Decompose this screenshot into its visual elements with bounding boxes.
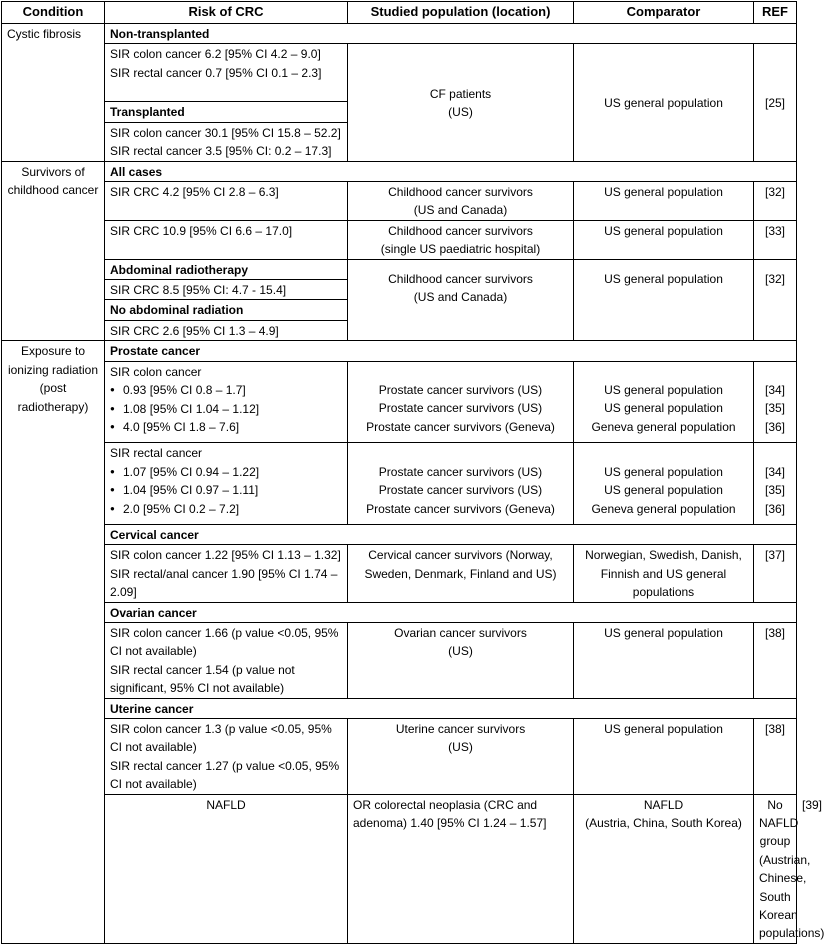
table-row <box>2 698 797 718</box>
population-line: Childhood cancer survivors <box>388 185 533 200</box>
population-line: NAFLD <box>643 797 684 812</box>
risk-line: SIR rectal cancer 1.27 (p value <0.05, 95% CI not available) <box>110 758 340 792</box>
risk-line: SIR colon cancer 1.22 [95% CI 1.13 – 1.32] <box>110 548 341 563</box>
comparator-line: US general population <box>604 464 723 479</box>
comparator-line: US general population <box>604 383 723 398</box>
risk-cell <box>105 443 348 525</box>
header-ref: REF <box>754 2 797 24</box>
condition-cell: NAFLD <box>105 794 348 943</box>
risk-cell <box>105 545 348 602</box>
risk-line: SIR rectal cancer 3.5 [95% CI: 0.2 – 17.3] <box>110 144 332 159</box>
ref-cell: [37] <box>754 545 797 602</box>
population-line: (US and Canada) <box>413 203 508 218</box>
comparator-cell: No NAFLD group (Austrian, Chinese, South Korean populations) <box>754 794 797 943</box>
risk-cell <box>105 44 348 102</box>
risk-line: SIR rectal/anal cancer 1.90 [95% CI 1.74 –2.09] <box>110 566 338 600</box>
population-line: (US) <box>448 105 473 120</box>
risk-line: SIR colon cancer 30.1 [95% CI 15.8 – 52.2] <box>110 125 341 140</box>
comparator-line: US general population <box>604 401 723 416</box>
comparator-cell: US general population <box>574 220 754 259</box>
condition-cell: Survivors of childhood cancer <box>2 161 105 341</box>
population-cell <box>348 44 574 161</box>
risk-cell: SIR CRC 8.5 [95% CI: 4.7 - 15.4] <box>105 280 348 300</box>
comparator-cell: Norwegian, Swedish, Danish, Finnish and US general populations <box>574 545 754 602</box>
risk-line: SIR colon cancer <box>110 364 202 379</box>
table-row <box>2 24 797 44</box>
population-cell <box>574 794 754 943</box>
ref-cell: [38] <box>754 719 797 795</box>
population-cell <box>348 443 574 525</box>
subheading: All cases <box>105 161 797 181</box>
table-row <box>2 259 797 279</box>
population-line: Prostate cancer survivors (US) <box>378 383 543 398</box>
ref-cell: [25] <box>754 44 797 161</box>
ref-line: [36] <box>764 419 785 434</box>
ref-line: [35] <box>764 401 785 416</box>
risk-line: SIR rectal cancer 0.7 [95% CI 0.1 – 2.3] <box>110 65 322 80</box>
population-line: Prostate cancer survivors (US) <box>378 464 543 479</box>
table-row <box>2 602 797 622</box>
risk-line: SIR colon cancer 6.2 [95% CI 4.2 – 9.0] <box>110 47 321 62</box>
ref-cell <box>754 443 797 525</box>
population-line: (US) <box>448 644 473 659</box>
risk-cell: SIR CRC 2.6 [95% CI 1.3 – 4.9] <box>105 320 348 340</box>
comparator-cell: US general population <box>574 259 754 341</box>
population-cell: Cervical cancer survivors (Norway, Sweden, Denmark, Finland and US) <box>348 545 574 602</box>
risk-cell <box>105 622 348 698</box>
comparator-cell <box>574 443 754 525</box>
risk-line: SIR rectal cancer 1.54 (p value not significant, 95% CI not available) <box>110 662 295 696</box>
ref-line: [34] <box>764 464 785 479</box>
comparator-cell: US general population <box>574 719 754 795</box>
ref-cell: [33] <box>754 220 797 259</box>
population-cell <box>348 719 574 795</box>
risk-cell: OR colorectal neoplasia (CRC and adenoma) 1.40 [95% CI 1.24 – 1.57] <box>348 794 574 943</box>
crc-risk-table <box>1 1 824 944</box>
comparator-cell <box>574 361 754 443</box>
risk-cell <box>105 122 348 161</box>
population-cell <box>348 361 574 443</box>
risk-cell: SIR CRC 10.9 [95% CI 6.6 – 17.0] <box>105 220 348 259</box>
table-row <box>2 182 797 221</box>
table-row <box>2 361 797 443</box>
population-line: (Austria, China, South Korea) <box>585 816 742 831</box>
comparator-cell: US general population <box>574 622 754 698</box>
ref-cell: [32] <box>754 182 797 221</box>
population-cell <box>348 220 574 259</box>
table-row <box>2 220 797 259</box>
comparator-line: Geneva general population <box>591 419 736 434</box>
bullet-item: ● 4.0 [95% CI 1.8 – 7.6] <box>110 418 342 436</box>
bullet-item: ● 1.08 [95% CI 1.04 – 1.12] <box>110 400 342 418</box>
table-row <box>2 719 797 795</box>
population-cell <box>348 622 574 698</box>
bullet-item: ● 0.93 [95% CI 0.8 – 1.7] <box>110 381 342 399</box>
ref-cell <box>754 361 797 443</box>
table-row <box>2 341 797 361</box>
header-population: Studied population (location) <box>348 2 574 24</box>
ref-line: [34] <box>764 383 785 398</box>
header-row <box>2 2 797 24</box>
population-line: CF patients <box>429 86 492 101</box>
population-cell <box>348 259 574 341</box>
bullet-item: ● 1.07 [95% CI 0.94 – 1.22] <box>110 463 342 481</box>
population-line: Childhood cancer survivors <box>388 271 533 286</box>
condition-cell: Cystic fibrosis <box>2 24 105 162</box>
risk-cell <box>105 361 348 443</box>
bullet-item: ● 1.04 [95% CI 0.97 – 1.11] <box>110 481 342 499</box>
population-line: Prostate cancer survivors (US) <box>378 401 543 416</box>
subheading: Transplanted <box>105 102 348 122</box>
table-row <box>2 443 797 525</box>
subheading: No abdominal radiation <box>105 300 348 320</box>
subheading: Prostate cancer <box>105 341 797 361</box>
table-row <box>2 161 797 181</box>
population-line: Prostate cancer survivors (Geneva) <box>366 419 555 434</box>
ref-line: [36] <box>764 501 785 516</box>
table-row <box>2 524 797 544</box>
population-line: (single US paediatric hospital) <box>380 242 541 257</box>
condition-cell: Exposure to ionizing radiation (post radiotherapy) <box>2 341 105 944</box>
risk-cell <box>105 719 348 795</box>
table-row <box>2 44 797 102</box>
comparator-cell: US general population <box>574 182 754 221</box>
subheading: Ovarian cancer <box>105 602 797 622</box>
ref-line: [35] <box>764 483 785 498</box>
population-cell <box>348 182 574 221</box>
table-row: NAFLD OR colorectal neoplasia (CRC and adenoma) 1.40 [95% CI 1.24 – 1.57] NAFLD (Austria, China, South Korea) No NAFLD group (Austrian, Chinese, South Korean populations) [39] <box>2 794 797 943</box>
comparator-line: US general population <box>604 483 723 498</box>
risk-line: SIR colon cancer 1.66 (p value <0.05, 95% CI not available) <box>110 625 339 659</box>
bullet-item: ● 2.0 [95% CI 0.2 – 7.2] <box>110 500 342 518</box>
population-line: Prostate cancer survivors (Geneva) <box>366 501 555 516</box>
risk-line: SIR colon cancer 1.3 (p value <0.05, 95% CI not available) <box>110 722 332 755</box>
population-line: (US and Canada) <box>413 290 508 305</box>
header-condition: Condition <box>2 2 105 24</box>
population-line: (US) <box>448 740 473 755</box>
header-risk: Risk of CRC <box>105 2 348 24</box>
subheading: Cervical cancer <box>105 524 797 544</box>
population-line: Prostate cancer survivors (US) <box>378 483 543 498</box>
table-row <box>2 622 797 698</box>
subheading: Abdominal radiotherapy <box>105 259 348 279</box>
table-row <box>2 545 797 602</box>
header-comparator: Comparator <box>574 2 754 24</box>
comparator-cell: US general population <box>574 44 754 161</box>
subheading: Uterine cancer <box>105 698 797 718</box>
population-line: Childhood cancer survivors <box>388 223 533 238</box>
subheading: Non-transplanted <box>105 24 797 44</box>
risk-line: SIR rectal cancer <box>110 446 203 461</box>
risk-cell: SIR CRC 4.2 [95% CI 2.8 – 6.3] <box>105 182 348 221</box>
population-line: Uterine cancer survivors <box>395 722 526 736</box>
ref-cell: [32] <box>754 259 797 341</box>
ref-cell: [38] <box>754 622 797 698</box>
comparator-line: Geneva general population <box>591 501 736 516</box>
population-line: Ovarian cancer survivors <box>394 625 527 640</box>
